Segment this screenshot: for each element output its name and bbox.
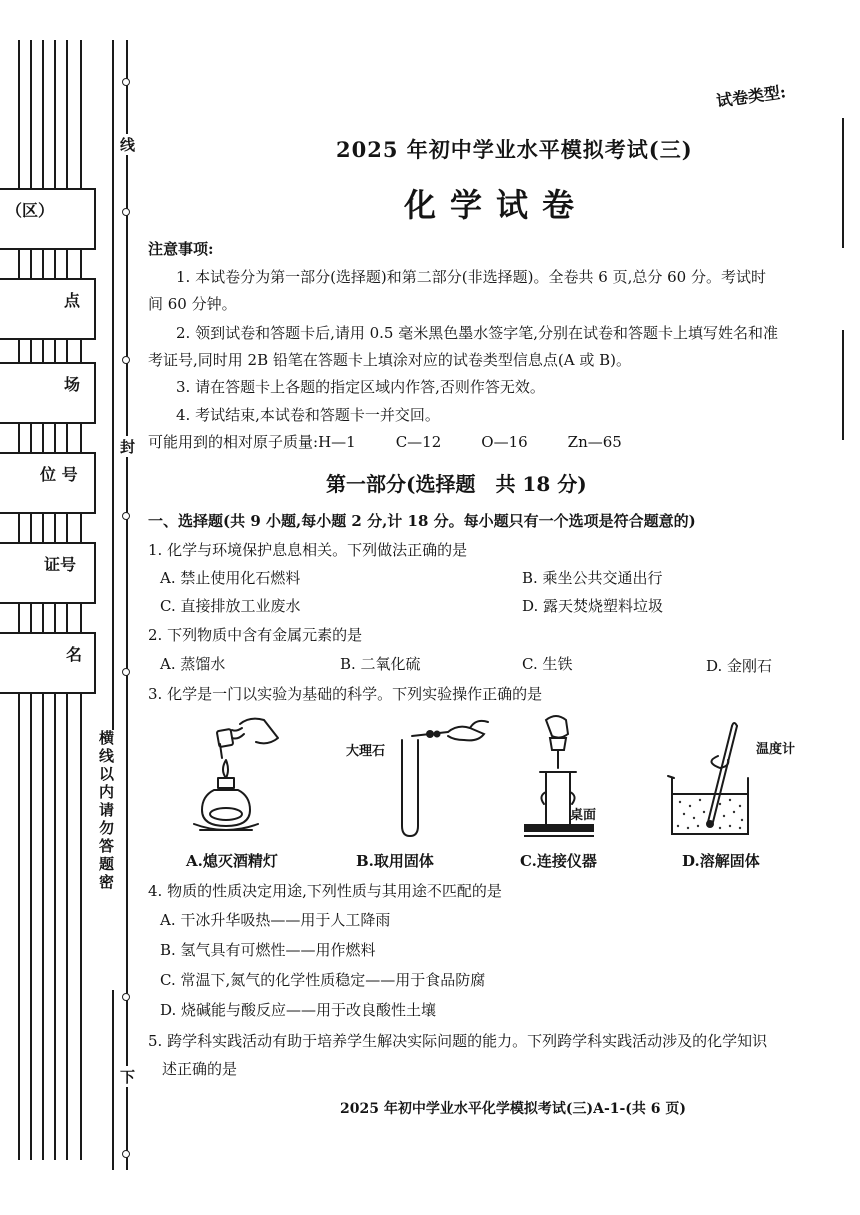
figure-c-caption: C.连接仪器 xyxy=(520,852,597,870)
figure-a-alcohol-lamp xyxy=(180,712,290,848)
figure-b-test-tube xyxy=(392,716,502,840)
vertical-notice: 横线以内请勿答题密 xyxy=(96,730,117,990)
figure-d-caption: D.溶解固体 xyxy=(682,852,760,870)
figure-b-label-marble: 大理石 xyxy=(346,744,386,759)
seal-char-below: 下 xyxy=(120,1068,136,1086)
right-edge-line xyxy=(842,118,844,248)
atomic-mass-line xyxy=(148,431,662,452)
seal-circle xyxy=(122,512,130,520)
q2-stem: 2. 下列物质中含有金属元素的是 xyxy=(148,626,363,644)
seal-circle xyxy=(122,668,130,676)
q4-stem: 4. 物质的性质决定用途,下列性质与其用途不匹配的是 xyxy=(148,882,502,900)
notes-heading: 注意事项: xyxy=(148,240,214,258)
figure-d-label-thermometer: 温度计 xyxy=(756,742,796,757)
seal-circle xyxy=(122,208,130,216)
notes-item: 4. 考试结束,本试卷和答题卡一并交回。 xyxy=(176,406,440,424)
page-footer: 2025 年初中学业水平化学模拟考试(三)A-1-(共 6 页) xyxy=(340,1101,687,1117)
field-box-site xyxy=(0,278,96,340)
part1-title: 第一部分(选择题 共 18 分) xyxy=(326,472,587,496)
seal-circle xyxy=(122,993,130,1001)
figure-b-caption: B.取用固体 xyxy=(356,852,434,870)
q5-stem-line2: 述正确的是 xyxy=(162,1060,238,1078)
exam-title: 2025 年初中学业水平模拟考试(三) xyxy=(336,137,693,162)
part1-instruction: 一、选择题(共 9 小题,每小题 2 分,计 18 分。每小题只有一个选项是符合题意的) xyxy=(148,512,696,530)
notes-item: 考证号,同时用 2B 铅笔在答题卡上填涂对应的试卷类型信息点(A 或 B)。 xyxy=(148,351,631,369)
q2-option-b: B. 二氧化硫 xyxy=(340,655,421,673)
paper-type-label: 试卷类型: xyxy=(715,82,788,111)
subject-title: 化学试卷 xyxy=(404,186,589,224)
q1-option-d: D. 露天焚烧塑料垃圾 xyxy=(522,597,664,615)
right-edge-line xyxy=(842,330,844,440)
field-label-seat: 位 号 xyxy=(40,465,78,484)
q5-stem-line1: 5. 跨学科实践活动有助于培养学生解决实际问题的能力。下列跨学科实践活动涉及的化学知识 xyxy=(148,1032,768,1050)
field-label-exam-id: 证号 xyxy=(44,555,77,574)
atomic-mass-label: 可能用到的相对原子质量: xyxy=(148,433,319,451)
field-label-room: 场 xyxy=(64,375,81,394)
seal-circle xyxy=(122,78,130,86)
field-box-room xyxy=(0,362,96,424)
q4-option-a: A. 干冰升华吸热——用于人工降雨 xyxy=(160,911,391,929)
field-label-site: 点 xyxy=(64,291,81,310)
seal-circle xyxy=(122,356,130,364)
q4-option-b: B. 氢气具有可燃性——用作燃料 xyxy=(160,941,376,959)
seal-char-seal: 封 xyxy=(120,438,136,456)
q2-option-c: C. 生铁 xyxy=(522,655,573,673)
figure-c-label-table: 桌面 xyxy=(570,808,597,823)
q2-option-d: D. 金刚石 xyxy=(706,657,773,675)
q1-option-b: B. 乘坐公共交通出行 xyxy=(522,569,663,587)
field-label-name: 名 xyxy=(66,645,83,664)
q4-option-d: D. 烧碱能与酸反应——用于改良酸性土壤 xyxy=(160,1001,437,1019)
seal-char-line: 线 xyxy=(120,136,136,154)
atomic-mass-c: C—12 xyxy=(395,433,442,451)
binding-line xyxy=(112,40,114,1170)
atomic-mass-zn: Zn—65 xyxy=(567,433,622,451)
q1-option-c: C. 直接排放工业废水 xyxy=(160,597,301,615)
q1-stem: 1. 化学与环境保护息息相关。下列做法正确的是 xyxy=(148,541,468,559)
figure-c-connect-apparatus xyxy=(518,712,608,848)
q3-stem: 3. 化学是一门以实验为基础的科学。下列实验操作正确的是 xyxy=(148,685,543,703)
notes-item: 3. 请在答题卡上各题的指定区域内作答,否则作答无效。 xyxy=(176,378,545,396)
seal-circle xyxy=(122,1150,130,1158)
notes-item: 间 60 分钟。 xyxy=(148,295,237,313)
atomic-mass-o: O—16 xyxy=(481,433,528,451)
atomic-mass-h: H—1 xyxy=(318,433,356,451)
figure-d-beaker xyxy=(664,712,774,842)
field-label-district: （区） xyxy=(6,201,55,220)
notes-item: 2. 领到试卷和答题卡后,请用 0.5 毫米黑色墨水签字笔,分别在试卷和答题卡上填写姓名和准 xyxy=(176,324,779,342)
q4-option-c: C. 常温下,氮气的化学性质稳定——用于食品防腐 xyxy=(160,971,486,989)
figure-a-caption: A.熄灭酒精灯 xyxy=(186,852,278,870)
q2-option-a: A. 蒸馏水 xyxy=(160,655,226,673)
q1-option-a: A. 禁止使用化石燃料 xyxy=(160,569,301,587)
notes-item: 1. 本试卷分为第一部分(选择题)和第二部分(非选择题)。全卷共 6 页,总分 60 分。考试时 xyxy=(176,268,766,286)
